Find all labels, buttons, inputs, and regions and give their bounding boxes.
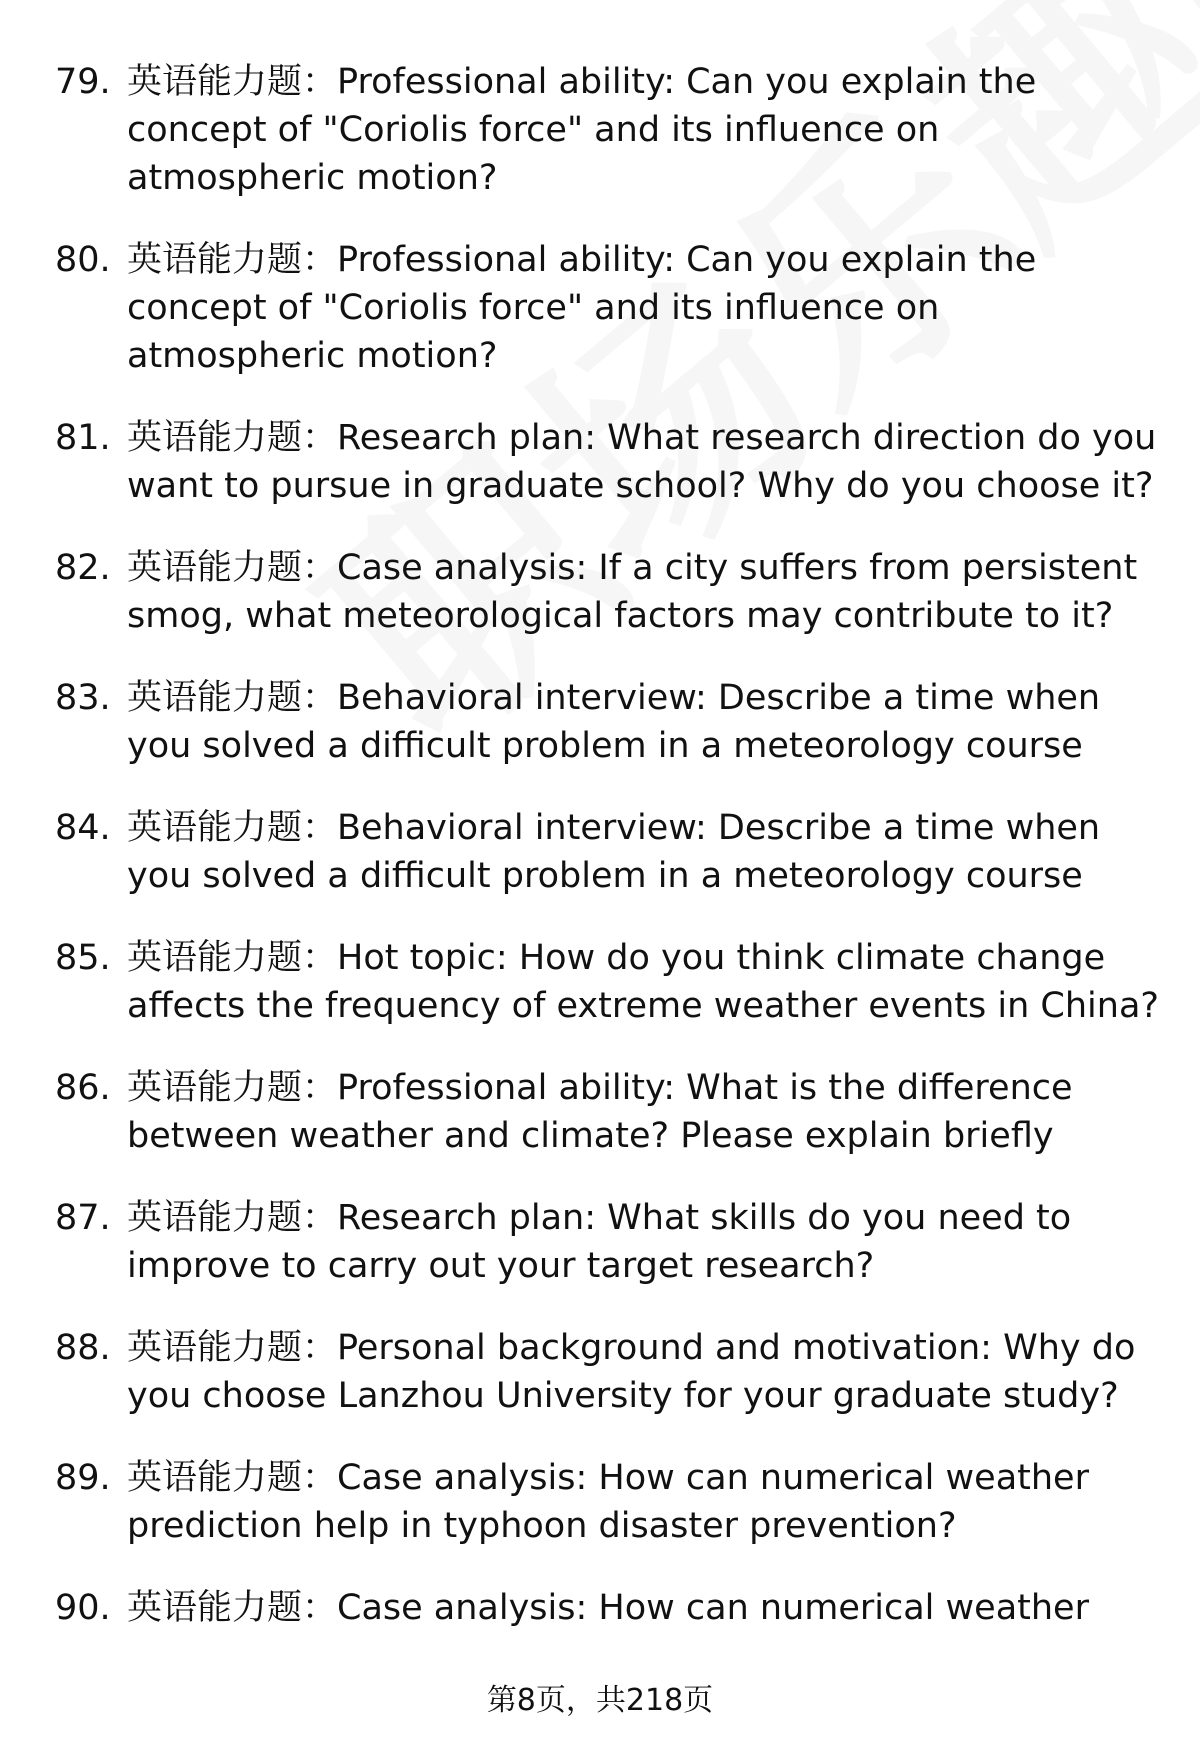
question-item: [55, 1324, 1165, 1420]
question-item: [55, 544, 1165, 640]
question-text: 英语能力题：Research plan: What research direction do you want to pursue in graduate school? Why do you choose it?: [127, 418, 1157, 506]
question-number: 79.: [55, 62, 111, 102]
question-text: 英语能力题：Professional ability: Can you explain the concept of "Coriolis force" and its influence on atmospheric motion?: [127, 62, 1037, 198]
question-number: 90.: [55, 1588, 111, 1628]
question-text: 英语能力题：Professional ability: Can you explain the concept of "Coriolis force" and its influence on atmospheric motion?: [127, 240, 1037, 376]
question-item: [55, 804, 1165, 900]
question-item: [55, 414, 1165, 510]
question-text: 英语能力题：Case analysis: How can numerical weather prediction help in typhoon disaster prevention?: [127, 1458, 1089, 1546]
question-item: [55, 1064, 1165, 1160]
question-number: 84.: [55, 808, 111, 848]
question-text: 英语能力题：Behavioral interview: Describe a time when you solved a difficult problem in a meteorology course: [127, 808, 1101, 896]
question-item: [55, 674, 1165, 770]
question-list: [55, 58, 1165, 1666]
question-text: 英语能力题：Professional ability: What is the difference between weather and climate? Please explain briefly: [127, 1068, 1073, 1156]
question-text: 英语能力题：Personal background and motivation: Why do you choose Lanzhou University for your graduate study?: [127, 1328, 1136, 1416]
question-item: [55, 1584, 1165, 1632]
question-number: 88.: [55, 1328, 111, 1368]
question-item: [55, 1194, 1165, 1290]
question-number: 83.: [55, 678, 111, 718]
question-text: 英语能力题：Case analysis: How can numerical weather: [127, 1588, 1089, 1628]
question-number: 85.: [55, 938, 111, 978]
question-number: 81.: [55, 418, 111, 458]
question-item: [55, 58, 1165, 202]
question-number: 82.: [55, 548, 111, 588]
question-text: 英语能力题：Research plan: What skills do you need to improve to carry out your target research?: [127, 1198, 1072, 1286]
question-text: 英语能力题：Hot topic: How do you think climate change affects the frequency of extreme weather events in China?: [127, 938, 1159, 1026]
question-number: 89.: [55, 1458, 111, 1498]
question-number: 86.: [55, 1068, 111, 1108]
question-number: 80.: [55, 240, 111, 280]
question-item: [55, 236, 1165, 380]
question-item: [55, 934, 1165, 1030]
page-number-footer: 第8页，共218页: [486, 1683, 714, 1718]
question-text: 英语能力题：Case analysis: If a city suffers from persistent smog, what meteorological factors may contribute to it?: [127, 548, 1138, 636]
question-number: 87.: [55, 1198, 111, 1238]
question-text: 英语能力题：Behavioral interview: Describe a time when you solved a difficult problem in a meteorology course: [127, 678, 1101, 766]
question-item: [55, 1454, 1165, 1550]
